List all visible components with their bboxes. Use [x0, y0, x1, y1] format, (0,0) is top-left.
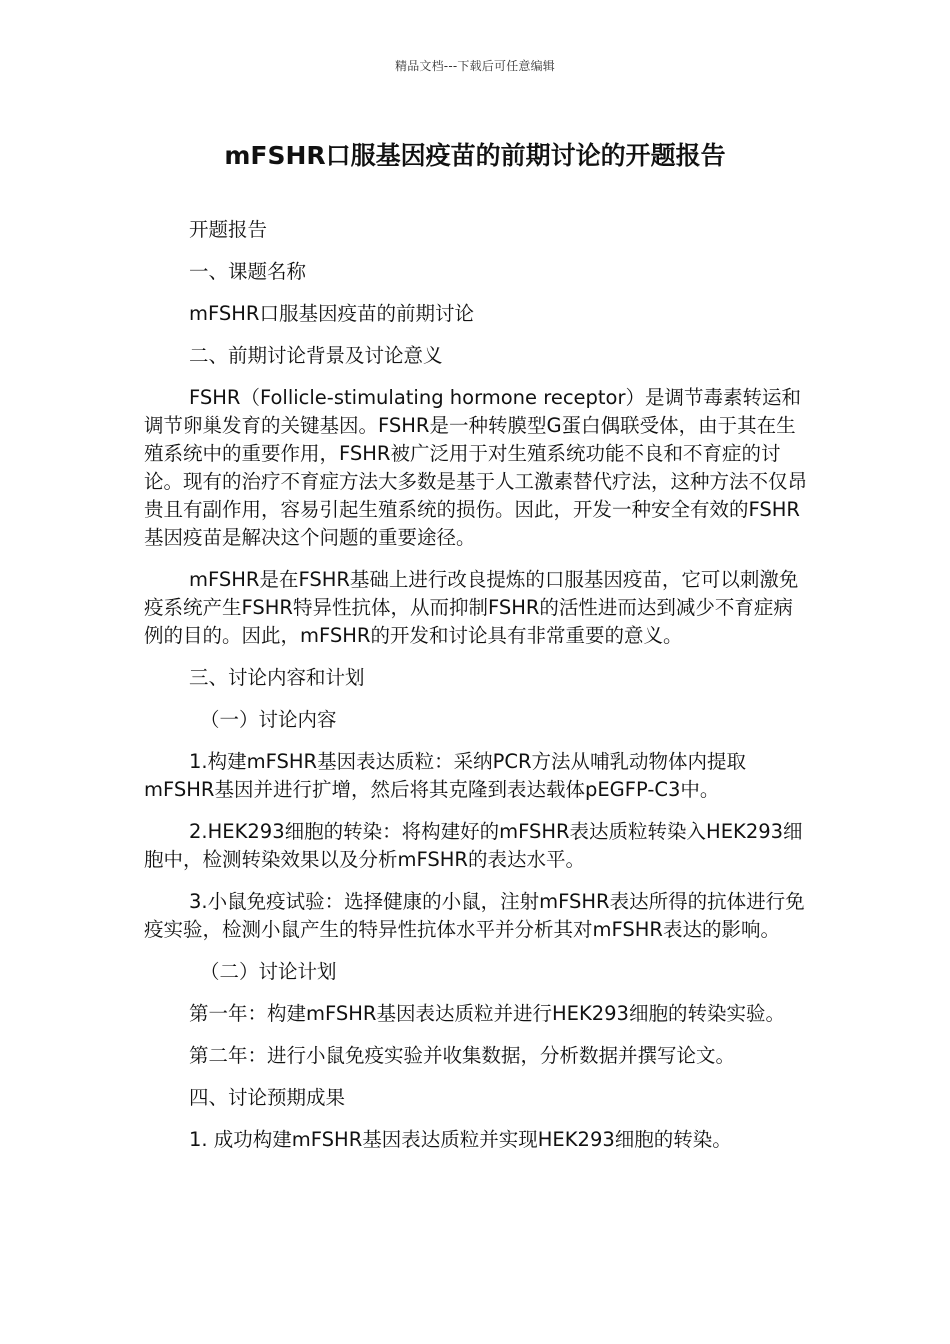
section-heading: 一、课题名称	[189, 260, 307, 283]
page-header: 精品文档---下载后可任意编辑	[395, 59, 555, 73]
paragraph: 开题报告	[189, 218, 268, 241]
paragraph: 3.小鼠免疫试验：选择健康的小鼠，注射mFSHR表达所得的抗体进行免疫实验，检测小鼠产生的特异性抗体水平并分析其对mFSHR表达的影响。	[144, 890, 805, 941]
subsection-heading: （二）讨论计划	[200, 960, 337, 983]
subsection-heading: （一）讨论内容	[200, 708, 337, 731]
paragraph: 1.构建mFSHR基因表达质粒：采纳PCR方法从哺乳动物体内提取mFSHR基因并进行扩增，然后将其克隆到表达载体pEGFP-C3中。	[144, 750, 746, 801]
section-heading: 三、讨论内容和计划	[189, 666, 365, 689]
paragraph: 1. 成功构建mFSHR基因表达质粒并实现HEK293细胞的转染。	[189, 1128, 732, 1151]
paragraph: 2.HEK293细胞的转染：将构建好的mFSHR表达质粒转染入HEK293细胞中，检测转染效果以及分析mFSHR的表达水平。	[144, 820, 803, 871]
paragraph: 第二年：进行小鼠免疫实验并收集数据，分析数据并撰写论文。	[189, 1044, 736, 1067]
paragraph: mFSHR口服基因疫苗的前期讨论	[189, 302, 474, 325]
paragraph: mFSHR是在FSHR基础上进行改良提炼的口服基因疫苗，它可以刺激免疫系统产生FSHR特异性抗体，从而抑制FSHR的活性进而达到减少不育症病例的目的。因此，mFSHR的开发和讨论具有非常重要的意义。	[144, 568, 799, 647]
paragraph: FSHR（Follicle-stimulating hormone receptor）是调节毒素转运和调节卵巢发育的关键基因。FSHR是一种转膜型G蛋白偶联受体，由于其在生殖系统中的重要作用，FSHR被广泛用于对生殖系统功能不良和不育症的讨论。现有的治疗不育症方法大多数是基于人工激素替代疗法，这种方法不仅昂贵且有副作用，容易引起生殖系统的损伤。因此，开发一种安全有效的FSHR基因疫苗是解决这个问题的重要途径。	[144, 386, 808, 549]
document-title: mFSHR口服基因疫苗的前期讨论的开题报告	[224, 141, 726, 170]
section-heading: 二、前期讨论背景及讨论意义	[189, 344, 443, 367]
section-heading: 四、讨论预期成果	[189, 1086, 346, 1109]
paragraph: 第一年：构建mFSHR基因表达质粒并进行HEK293细胞的转染实验。	[189, 1002, 785, 1025]
document-body	[144, 216, 808, 1168]
